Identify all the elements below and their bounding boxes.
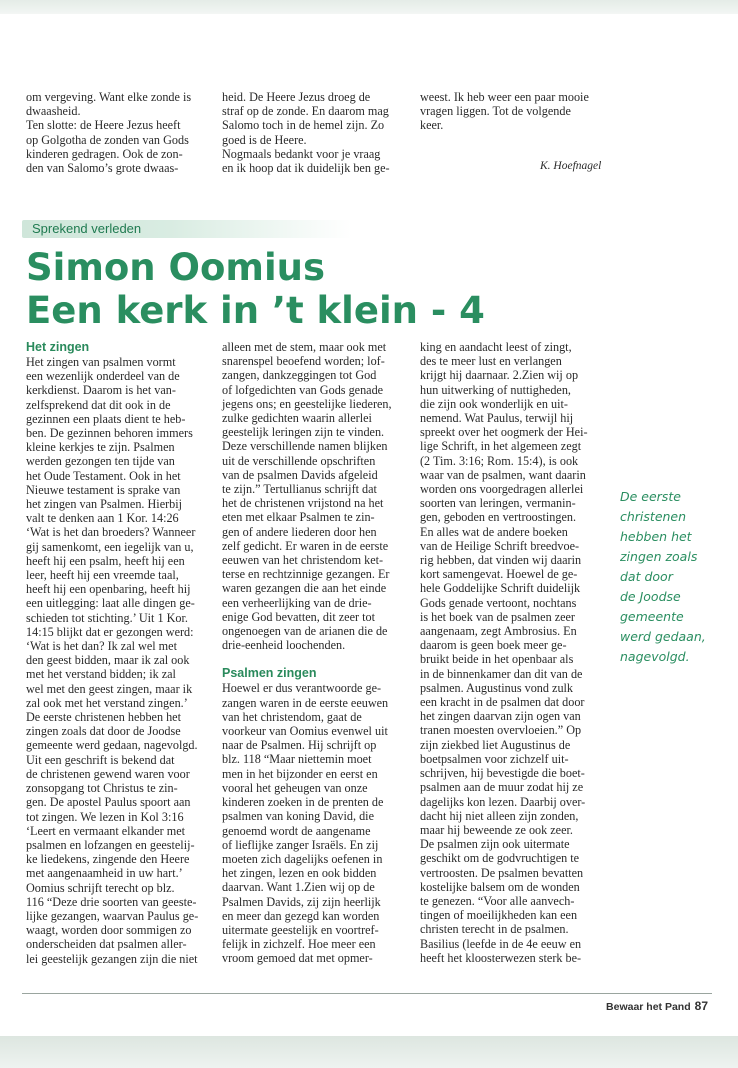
article-column-2-text-b: Hoewel er dus verantwoorde ge- zangen waren in de eerste eeuwen van het christendom, gaat de voorkeur van Oomius evenwel uit naar de Psalmen. Hij schrijft op blz. 118 “Maar niettemin moet men in het bijzonder en eerst en vooral het geheugen van onze kinderen zoeken in de prenten de psalmen van koning David, die genoemd wordt de aangename of lieflijke zanger Israëls. En zij moeten zich dagelijks oefenen in het zingen, lezen en ook bidden daarvan. Want 1.Zien wij op de Psalmen Davids, zij zijn heerlijk en meer dan gezegd kan worden uitermate geestelijk en voortref- felijk in zichzelf. Hoe meer een vroom gemoed dat met opmer- [222,681,389,966]
subheading-het-zingen: Het zingen [26,340,90,354]
bottom-margin-strip [0,1036,738,1068]
top-margin-strip [0,0,738,14]
article-column-1 [26,340,216,966]
author-signature: K. Hoefnagel [540,160,602,172]
article-column-2-text: alleen met de stem, maar ook met snarenspel beoefend worden; lof- zangen, dankzeggingen tot God of lofgedichten van Gods genade jegens ons; en geestelijke liederen, zulke gedichten waarin allerlei geestelijk leringen zijn te vinden. Deze verschillende namen blijken uit de verschillende opschriften van de psalmen Davids afgeleid te zijn.” Tertullianus schrijft dat het de christenen vrijstond na het eten met elkaar Psalmen te zin- gen of andere liederen door hen zelf gedicht. Er waren in de eerste eeuwen van het christendom ket- terse en rechtzinnige gezangen. Er waren gezangen die aan het einde een verheerlijking van de drie- enige God bevatten, dit zeer tot ongenoegen van de arianen die de drie-eenheid loochenden. [222,340,392,653]
pull-quote: De eerste christenen hebben het zingen zoals dat door de Joodse gemeente werd gedaan, nagevolgd. [620,489,706,664]
article-column-2 [222,340,412,966]
article-column-3-text: king en aandacht leest of zingt, des te meer lust en verlangen krijgt hij daarnaar. 2.Zien wij op hun uitwerking of nuttigheden, die zijn ook wonderlijk en uit- nemend. Wat Paulus, terwijl hij spreekt over het oogmerk der Hei- lige Schrift, in het algemeen zegt (2 Tim. 3:16; Rom. 15:4), is ook waar van de psalmen, want daarin worden ons voorgedragen allerlei soorten van leringen, vermanin- gen, geboden en vertroostingen. En alles wat de andere boeken van de Heilige Schrift breedvoe- rig hebben, dat vinden wij daarin kort samengevat. Hoewel de ge- hele Goddelijke Schrift duidelijk Gods genade vertoont, nochtans is het boek van de psalmen zeer aangenaam, zegt Ambrosius. En daarom is geen boek meer ge- bruikt beide in het openbaar als in de binnenkamer dan dit van de psalmen. Augustinus vond zulk een kracht in de psalmen dat door het zingen daarvan zijn ogen van tranen moesten overvloeien.” Op zijn ziekbed liet Augustinus de boetpsalmen voor zichzelf uit- schrijven, hij bevestigde die boet- psalmen aan de muur zodat hij ze dagelijks kon lezen. Daarbij over- dacht hij niet alleen zijn zonden, maar hij beweende ze ook zeer. De psalmen zijn ook uitermate geschikt om de godvruchtigen te vertroosten. De psalmen bevatten kostelijke balsem om de wonden te genezen. “Voor alle aanvech- tingen of moeilijkheden kan een christen terecht in de psalmen. Basilius (leefde in de 4e eeuw en heeft het kloosterwezen sterk be- [420,340,588,965]
footer-divider [22,993,712,994]
page-number: 87 [694,999,708,1013]
previous-article-col-2 [222,90,407,175]
article-title [26,246,485,332]
article-title-line-1: Simon Oomius [26,246,325,289]
previous-article-text-2: heid. De Heere Jezus droeg de straf op de zonde. En daarom mag Salomo toch in de hemel zijn. Zo goed is de Heere. Nogmaals bedankt voor je vraag en ik hoop dat ik duidelijk ben ge- [222,90,390,176]
previous-article-text-3: weest. Ik heb weer een paar mooie vragen liggen. Tot de volgende keer. [420,90,589,133]
magazine-page [0,14,738,1036]
previous-article-col-1 [26,90,211,175]
previous-article-text-1: om vergeving. Want elke zonde is dwaasheid. Ten slotte: de Heere Jezus heeft op Golgotha de zonden van Gods kinderen gedragen. Ook de zon- den van Salomo’s grote dwaas- [26,90,192,176]
article-column-3 [420,340,610,965]
section-label-text: Sprekend verleden [32,221,142,236]
magazine-name: Bewaar het Pand [606,1001,691,1013]
previous-article-col-3 [420,90,610,133]
article-title-line-2: Een kerk in ’t klein - 4 [26,289,485,332]
section-label [22,220,352,238]
subheading-psalmen-zingen: Psalmen zingen [222,666,317,681]
article-column-1-text: Het zingen van psalmen vormt een wezenlijk onderdeel van de kerkdienst. Daarom is het van- zelfsprekend dat dit ook in de gezinnen een plaats dient te heb- ben. De gezinnen behoren immers kleine kerkjes te zijn. Psalmen werden gezongen ten tijde van het Oude Testament. Ook in het Nieuwe testament is sprake van het zingen van Psalmen. Hierbij valt te denken aan 1 Kor. 14:26 ‘Wat is het dan broeders? Wanneer gij samenkomt, een iegelijk van u, heeft hij een psalm, heeft hij een leer, heeft hij een vreemde taal, heeft hij een openbaring, heeft hij een uitlegging: laat alle dingen ge- schieden tot stichting.’ Uit 1 Kor. 14:15 blijkt dat er gezongen werd: ‘Wat is het dan? Ik zal wel met den geest bidden, maar ik zal ook met het verstand bidden; ik zal wel met den geest zingen, maar ik zal ook met het verstand zingen.’ De eerste christenen hebben het zingen zoals dat door de Joodse gemeente werd gedaan, nagevolgd. Uit een geschrift is bekend dat de christenen gewend waren voor zonsopgang tot Christus te zin- gen. De apostel Paulus spoort aan tot zingen. We lezen in Kol 3:16 ‘Leert en vermaant elkander met psalmen en lofzangen en geestelij- ke liedekens, zingende den Heere met aangenaamheid in uw hart.’ Oomius schrijft terecht op blz. 116 “Deze drie soorten van geeste- lijke gezangen, waarvan Paulus ge- waagt, worden door sommigen zo onderscheiden dat psalmen aller- lei geestelijk gezangen zijn die niet [26,355,199,966]
page-footer [606,999,708,1013]
